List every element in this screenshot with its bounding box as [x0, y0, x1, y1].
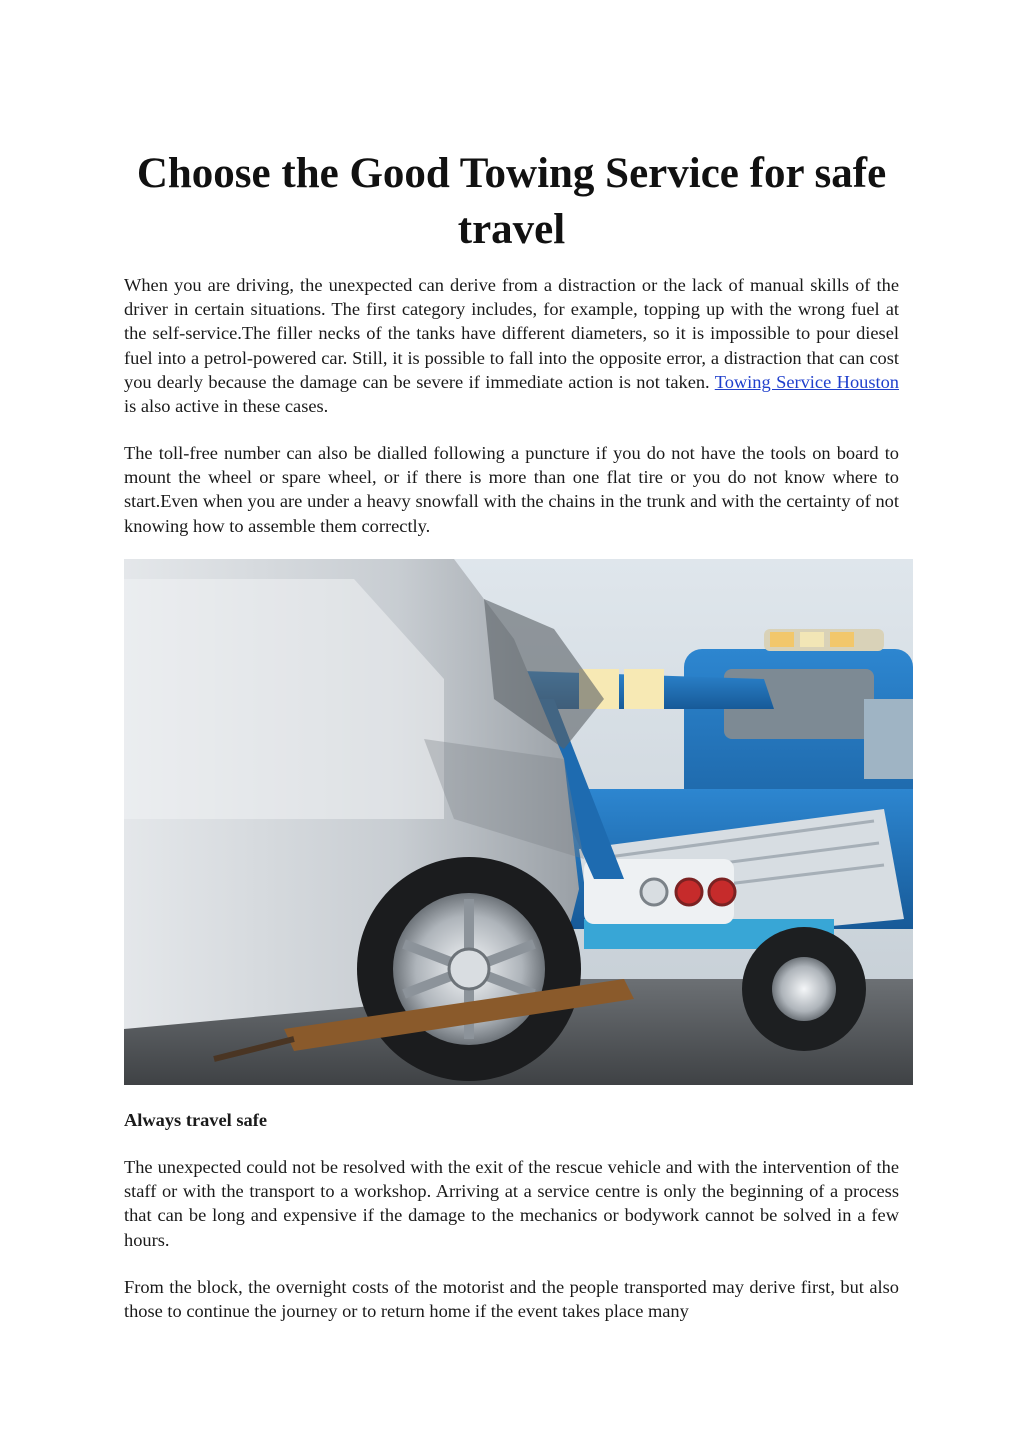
tow-truck-photo [124, 559, 913, 1085]
towing-service-houston-link[interactable]: Towing Service Houston [714, 371, 899, 392]
section-heading: Always travel safe [124, 1110, 268, 1130]
puncture-paragraph: The toll-free number can also be dialled following a puncture if you do not have the tools on board to mount the wheel or spare wheel, or if there is more than one flat tire or you do not know where to start.Even when you are under a heavy snowfall with the chains in the trunk and with the certainty of not knowing how to assemble them correctly. [124, 443, 899, 536]
page-title: Choose the Good Towing Service for safe travel [136, 150, 887, 253]
tow-truck-illustration [124, 559, 913, 1085]
intro-paragraph [124, 273, 899, 418]
service-centre-paragraph: The unexpected could not be resolved with the exit of the rescue vehicle and with the intervention of the staff or with the transport to a workshop. Arriving at a service centre is only the beginning of a process that can be long and expensive if the damage to the mechanics or bodywork cannot be solved in a few hours. [124, 1157, 899, 1250]
intro-text-end: is also active in these cases. [124, 396, 329, 417]
costs-paragraph: From the block, the overnight costs of the motorist and the people transported may derive first, but also those to continue the journey or to return home if the event takes place many [124, 1277, 899, 1322]
intro-text: When you are driving, the unexpected can derive from a distraction or the lack of manual skills of the driver in certain situations. The first category includes, for example, topping up with the wrong fuel at the self-service.The filler necks of the tanks have different diameters, so it is impossible to pour diesel fuel into a petrol-powered car. Still, it is possible to fall into the opposite error, a distraction that can cost you dearly because the damage can be severe if immediate action is not taken. [124, 275, 899, 392]
